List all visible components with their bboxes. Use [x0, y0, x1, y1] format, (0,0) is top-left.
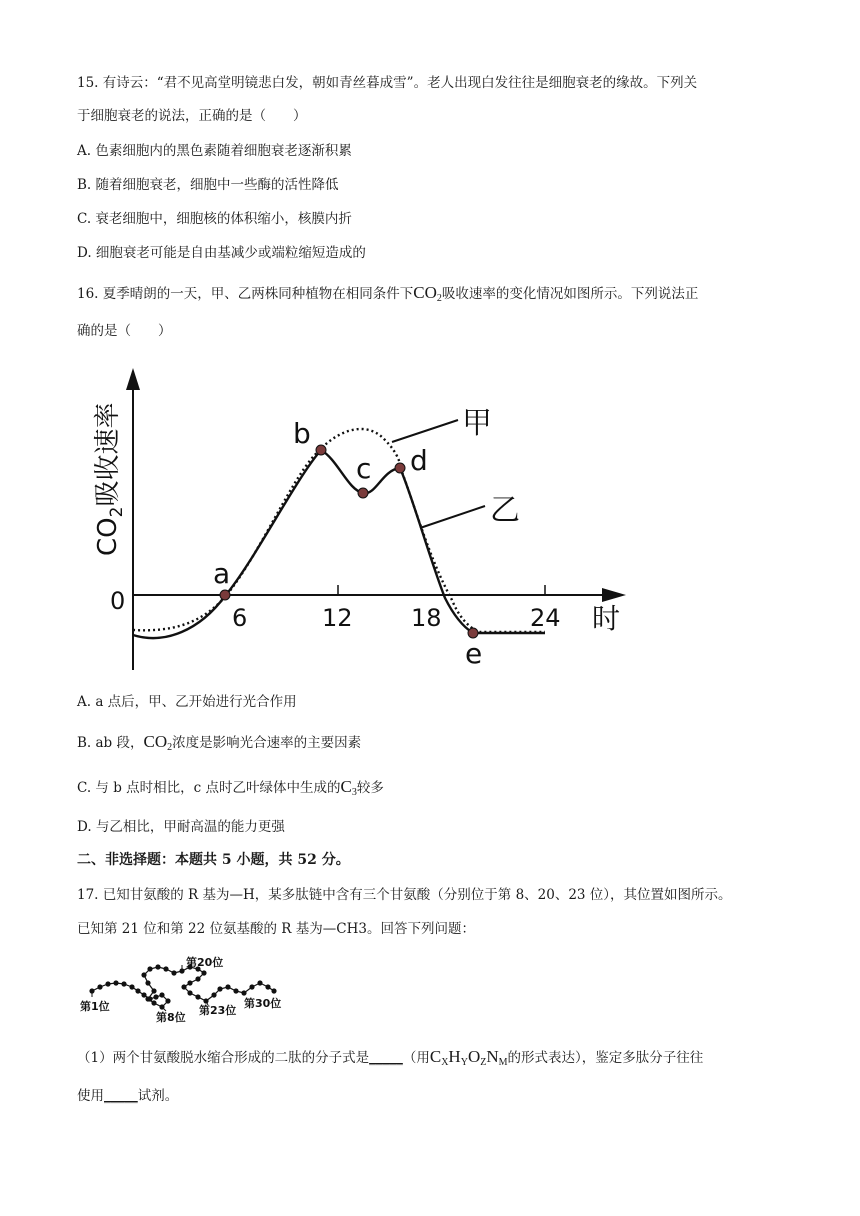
chain-label-23: 第23位: [199, 1004, 237, 1017]
q16-stem-post: 吸收速率的变化情况如图所示。下列说法正: [441, 286, 699, 302]
q16-stem-pre: 16. 夏季晴朗的一天，甲、乙两株同种植物在相同条件下: [77, 286, 414, 302]
point-a-label: a: [213, 557, 231, 590]
q16-stem-line2: 确的是（ ）: [77, 323, 172, 339]
x-tick-label-12: 12: [322, 604, 353, 632]
q15-option-b: B. 随着细胞衰老，细胞中一些酶的活性降低: [77, 177, 339, 193]
formula-cxhyozn: $C_XH_YO_ZN_M$: [429, 1047, 508, 1068]
chain-label-20: 第20位: [186, 956, 224, 969]
q16-stem-line1: [77, 283, 698, 309]
origin-label: 0: [110, 587, 126, 615]
point-b-label: b: [293, 417, 311, 450]
q17-stem-line2: 已知第 21 位和第 22 位氨基酸的 R 基为—CH3。回答下列问题：: [77, 921, 475, 937]
q16-option-c: C. 与 b 点时相比，c 点时乙叶绿体中生成的$C_3$较多: [77, 777, 384, 798]
co2-formula: $CO_2$: [413, 283, 442, 304]
point-d: [395, 463, 405, 473]
c3-formula: $C_3$: [340, 777, 357, 798]
point-a: [220, 590, 230, 600]
x-axis-arrow: [602, 588, 626, 602]
polypeptide-chain-figure: [78, 953, 298, 1025]
q17-stem-line1: 17. 已知甘氨酸的 R 基为—H，某多肽链中含有三个甘氨酸（分别位于第 8、20、23 位），其位置如图所示。: [77, 887, 732, 903]
q15-option-a: A. 色素细胞内的黑色素随着细胞衰老逐渐积累: [77, 143, 352, 159]
co2-absorption-graph: [80, 360, 640, 680]
co2-formula: $CO_2$: [143, 732, 173, 753]
q16-option-b: B. ab 段，$CO_2$浓度是影响光合速率的主要因素: [77, 732, 362, 753]
q16-option-d: D. 与乙相比，甲耐高温的能力更强: [77, 819, 285, 835]
series-label-jia: 甲: [462, 406, 492, 441]
leader-yi: [420, 506, 485, 528]
leader-jia: [392, 420, 458, 442]
answer-blank-2[interactable]: _____: [104, 1088, 138, 1104]
q15-stem-line1: 15. 有诗云：“君不见高堂明镜悲白发，朝如青丝暮成雪”。老人出现白发往往是细胞衰老的缘故。下列关: [77, 75, 698, 91]
q17-sub1-line1: （1）两个甘氨酸脱水缩合形成的二肽的分子式是_____（用$C_XH_YO_ZN_M$的形式表达），鉴定多肽分子往往: [77, 1047, 704, 1068]
y-axis-arrow: [126, 368, 140, 390]
curve-jia: [133, 429, 545, 632]
q16-option-a: A. a 点后，甲、乙开始进行光合作用: [77, 694, 297, 710]
q15-option-c: C. 衰老细胞中，细胞核的体积缩小，核膜内折: [77, 211, 352, 227]
point-b: [316, 445, 326, 455]
chain-label-1: 第1位: [80, 1000, 110, 1013]
y-axis-label: $CO_2$吸收速率: [93, 402, 127, 556]
q15-option-d: D. 细胞衰老可能是自由基减少或端粒缩短造成的: [77, 245, 366, 261]
chain-label-8: 第8位: [156, 1011, 186, 1024]
point-e-label: e: [465, 637, 483, 670]
x-tick-label-18: 18: [411, 604, 442, 632]
q17-sub1-line2: 使用_____试剂。: [77, 1088, 179, 1104]
section2-heading: 二、非选择题：本题共 5 小题，共 52 分。: [77, 852, 350, 868]
series-label-yi: 乙: [490, 493, 520, 528]
x-tick-label-6: 6: [232, 604, 248, 632]
x-axis-unit: 时: [592, 602, 621, 635]
chain-label-30: 第30位: [244, 997, 282, 1010]
point-c-label: c: [356, 452, 372, 485]
x-tick-label-24: 24: [530, 604, 561, 632]
point-c: [358, 488, 368, 498]
answer-blank-1[interactable]: _____: [369, 1050, 403, 1066]
q15-stem-line2: 于细胞衰老的说法，正确的是（ ）: [77, 108, 307, 124]
point-d-label: d: [410, 444, 428, 477]
